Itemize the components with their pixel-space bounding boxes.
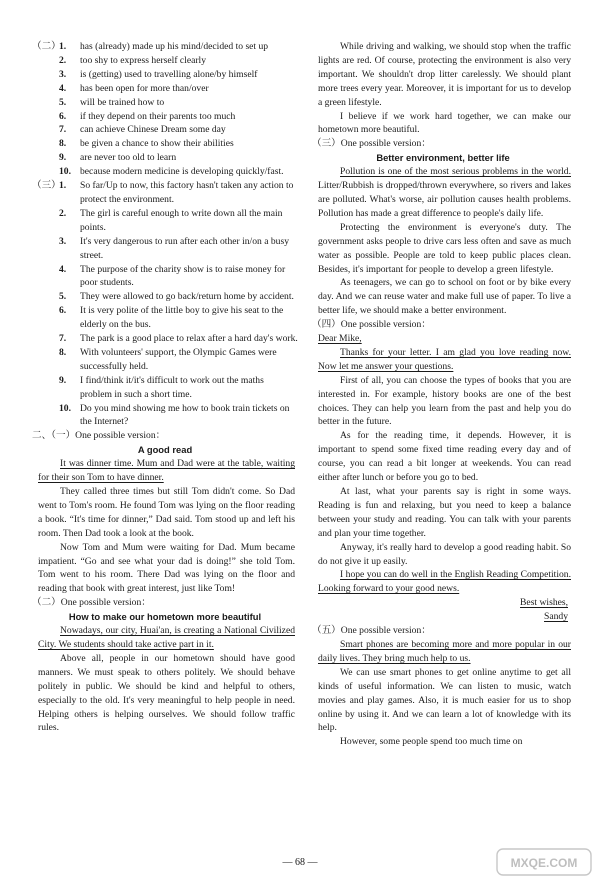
letter-signature-text: Sandy xyxy=(544,611,568,623)
item-number: 5. xyxy=(59,96,67,108)
essay3-paragraph-2: Protecting the environment is everyone's duty. The government asks people to drive cars less often and save as much water as possible. People are told to keep public places clean. Besides, it's important for people to develop a green lifestyle. xyxy=(318,221,571,275)
item-number: 1. xyxy=(59,180,67,192)
watermark-text: MXQE.COM xyxy=(510,856,578,870)
essay3-topic-sentence: Pollution is one of the most serious problems in the world. xyxy=(340,166,571,178)
essay2-paragraph-4: I believe if we work hard together, we can make our hometown more beautiful. xyxy=(318,110,571,136)
item-text: With volunteers' support, the Olympic Games were successfully held. xyxy=(80,346,277,372)
essay4-paragraph-3: As for the reading time, it depends. However, it is important to spend some fixed time reading every day and of course, you can read a bit longer at weekends. You can read either after lunch or before you go to bed. xyxy=(318,430,571,484)
item-text: has been open for more than/over xyxy=(80,82,209,94)
essay1-title: A good read xyxy=(137,444,193,456)
item-text: The girl is careful enough to write down all the main points. xyxy=(80,207,283,233)
item-text: The park is a good place to relax after a hard day's work. xyxy=(80,333,298,345)
item-text: will be trained how to xyxy=(80,96,165,108)
letter-closing xyxy=(312,596,568,610)
section-er-item-6 xyxy=(32,110,298,124)
section-san-item-8 xyxy=(32,346,298,374)
item-number: 8. xyxy=(59,138,67,150)
item-text: They were allowed to go back/return home by accident. xyxy=(80,291,294,303)
item-number: 10. xyxy=(59,402,71,414)
item-text: is (getting) used to travelling alone/by himself xyxy=(80,68,258,80)
section-san-label: （三） xyxy=(32,180,61,192)
item-text: are never too old to learn xyxy=(80,152,177,164)
item-text: because modern medicine is developing quickly/fast. xyxy=(80,166,284,178)
essay4-heading: （四）One possible version： xyxy=(312,319,431,331)
essay2-title: How to make our hometown more beautiful xyxy=(68,611,262,623)
item-number: 7. xyxy=(59,124,67,136)
item-text: if they depend on their parents too much xyxy=(80,110,236,122)
item-number: 8. xyxy=(59,346,67,358)
part2-heading: 二、（一）One possible version： xyxy=(32,430,166,442)
essay4-paragraph-6: I hope you can do well in the English Reading Competition. Looking forward to your good news. xyxy=(318,569,571,595)
essay5-paragraph-1: Smart phones are becoming more and more popular in our daily lives. They bring much help to us. xyxy=(318,638,571,664)
letter-closing-text: Best wishes, xyxy=(520,597,568,609)
section-san-item-10 xyxy=(32,402,298,430)
section-san-item-5 xyxy=(32,290,298,304)
section-er-item-10 xyxy=(32,165,298,179)
item-number: 3. xyxy=(59,68,67,80)
section-er-item-5 xyxy=(32,96,298,110)
essay2-paragraph-1: Nowadays, our city, Huai'an, is creating a National Civilized City. We students should take active part in it. xyxy=(38,625,295,650)
item-text: I find/think it/it's difficult to work out the maths problem in such a short time. xyxy=(80,374,264,400)
item-number: 6. xyxy=(59,305,67,317)
section-er-item-2 xyxy=(32,54,298,68)
essay1-paragraph-1: It was dinner time. Mum and Dad were at the table, waiting for their son Tom to have dinner. xyxy=(38,458,295,484)
essay5-paragraph-3: However, some people spend too much time on xyxy=(340,736,523,748)
section-san-item-7 xyxy=(32,332,298,346)
item-number: 4. xyxy=(59,263,67,275)
section-san-list xyxy=(32,179,298,429)
item-number: 5. xyxy=(59,291,67,303)
item-text: The purpose of the charity show is to raise money for poor students. xyxy=(80,263,286,289)
essay2-paragraph-2: Above all, people in our hometown should have good manners. We must speak to others politely. We should behave politely in public. We should be kind and helpful to others, especially to the old. It's very meaningful to help people in need. Helping others is helping ourselves. We should follow traffic rules. xyxy=(38,652,295,734)
section-san-item-2 xyxy=(32,207,298,235)
item-text: So far/Up to now, this factory hasn't taken any action to protect the environment. xyxy=(80,180,294,205)
item-text: It is very polite of the little boy to give his seat to the elderly on the bus. xyxy=(80,305,284,331)
section-er-item-7 xyxy=(32,123,298,137)
essay4-paragraph-1: Thanks for your letter. I am glad you love reading now. Now let me answer your questions. xyxy=(318,346,571,372)
essay3-paragraph-1 xyxy=(318,165,571,221)
item-number: 7. xyxy=(59,333,67,345)
essay1-paragraph-2: They called three times but still Tom didn't come. So Dad went to Tom's room. He found Tom was lying on the floor reading a book. “It's time for dinner,” Dad said. Tom stood up and left his room. Then Dad took a look at the book. xyxy=(38,486,295,539)
section-er-label: （二） xyxy=(32,41,61,52)
essay2-paragraph-3: While driving and walking, we should stop when the traffic lights are red. Of course, protecting the environment is also very important. We shouldn't drop litter carelessly. We should plant more trees every year. Moreover, it is important for us to develop a green lifestyle. xyxy=(318,41,571,108)
watermark-logo xyxy=(496,846,592,878)
section-er-item-8 xyxy=(32,137,298,151)
section-er-item-9 xyxy=(32,151,298,165)
left-column xyxy=(32,40,298,735)
item-number: 1. xyxy=(59,41,67,52)
essay1-paragraph-3: Now Tom and Mum were waiting for Dad. Mum became impatient. “Go and see what your dad is doing!” she told Tom. Tom went to his room. There Dad was lying on the floor and reading that book with great interest, just like Tom! xyxy=(38,541,295,595)
essay4-paragraph-4: At last, what your parents say is right in some ways. Reading is fun and relaxing, but you need to keep a balance between your study and reading. You can talk with your parents and plan your time together. xyxy=(318,486,571,539)
essay3-paragraph-3: As teenagers, we can go to school on foot or by bike every day. And we can reuse water and make full use of paper. To live a better life, we should make a better environment. xyxy=(318,277,571,317)
essay4-paragraph-5: Anyway, it's really hard to develop a good reading habit. So do not give it up easily. xyxy=(318,541,571,567)
essay2-heading: （二）One possible version： xyxy=(32,597,151,609)
essay5-heading: （五）One possible version： xyxy=(312,625,431,637)
section-er-item-3 xyxy=(32,68,298,82)
item-text: Do you mind showing me how to book train tickets on the Internet? xyxy=(80,402,290,428)
right-column xyxy=(312,40,574,749)
essay3-paragraph-1-rest: Litter/Rubbish is dropped/thrown everywhere, so rivers and lakes are polluted. What's worse, air pollution causes health problems. Pollution has made a great difference to people's daily life. xyxy=(318,180,571,219)
item-text: It's very dangerous to run after each other in/on a busy street. xyxy=(80,235,289,261)
item-text: too shy to express herself clearly xyxy=(80,54,207,66)
page-number: — 68 — xyxy=(282,857,318,868)
essay5-paragraph-2: We can use smart phones to get online anytime to get all kinds of useful information. We can listen to music, watch movies and play games. Also, it is much easier for us to shop online by using it. And we can learn a lot of knowledge with its help. xyxy=(318,666,571,734)
item-number: 4. xyxy=(59,82,67,94)
item-number: 9. xyxy=(59,374,67,386)
item-number: 6. xyxy=(59,110,67,122)
section-er-list xyxy=(32,40,298,179)
letter-signature xyxy=(312,610,568,624)
essay4-paragraph-2: First of all, you can choose the types of books that you are interested in. For example, history books are one of the best choices. They can help you learn from the past and help you do better in the future. xyxy=(318,374,571,428)
essay3-title: Better environment, better life xyxy=(376,152,510,164)
item-text: be given a chance to show their abilities xyxy=(80,138,234,150)
item-number: 2. xyxy=(59,207,67,219)
item-text: has (already) made up his mind/decided to set up xyxy=(80,41,269,52)
section-san-item-9 xyxy=(32,374,298,402)
essay3-heading: （三）One possible version： xyxy=(312,138,431,150)
item-number: 10. xyxy=(59,166,71,178)
item-number: 2. xyxy=(59,54,67,66)
section-er-item-4 xyxy=(32,82,298,96)
letter-greeting xyxy=(318,332,571,346)
section-san-item-1 xyxy=(32,179,298,207)
section-san-item-3 xyxy=(32,235,298,263)
item-text: can achieve Chinese Dream some day xyxy=(80,124,226,136)
section-san-item-6 xyxy=(32,304,298,332)
item-number: 9. xyxy=(59,152,67,164)
section-san-item-4 xyxy=(32,263,298,291)
section-er-item-1 xyxy=(32,40,298,54)
letter-greeting-text: Dear Mike, xyxy=(318,333,362,345)
item-number: 3. xyxy=(59,235,67,247)
